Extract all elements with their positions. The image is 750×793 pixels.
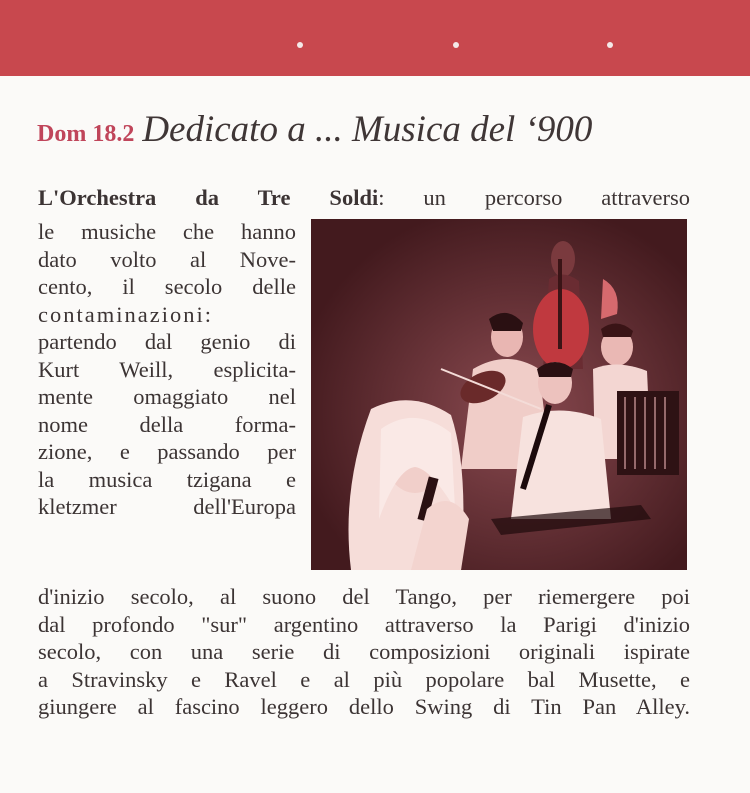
- body-line: dato volto al Nove-: [38, 246, 296, 272]
- body-line: nome della forma-: [38, 411, 296, 437]
- body-line: partendo dal genio di: [38, 329, 296, 354]
- event-title: Dedicato a ... Musica del ‘900: [142, 109, 593, 150]
- body-line: kletzmer dell'Europa: [38, 494, 296, 519]
- band-dot: [453, 42, 459, 48]
- lead-line: [38, 184, 690, 212]
- body-line: secolo, con una serie di composizioni originali ispirate: [38, 639, 690, 664]
- body-line: contaminazioni:: [38, 301, 213, 327]
- article-lead-line: [38, 184, 690, 212]
- body-line: la musica tzigana e: [38, 466, 296, 492]
- body-line: zione, e passando per: [38, 439, 296, 464]
- body-line: le musiche che hanno: [38, 219, 296, 244]
- photo-illustration: [311, 219, 687, 570]
- body-line: giungere al fascino leggero dello Swing di Tin Pan Alley.: [38, 694, 690, 719]
- body-line: a Stravinsky e Ravel e al più popolare bal Musette, e: [38, 666, 690, 692]
- body-line: cento, il secolo delle: [38, 274, 296, 299]
- article-wrapped-column: [38, 218, 296, 521]
- article-full-width: [38, 583, 690, 721]
- body-line: d'inizio secolo, al suono del Tango, per riemergere poi: [38, 584, 690, 609]
- orchestra-photo: [311, 219, 687, 570]
- body-line: dal profondo "sur" argentino attraverso la Parigi d'inizio: [38, 611, 690, 637]
- body-line: Kurt Weill, esplicita-: [38, 356, 296, 382]
- orchestra-name: L'Orchestra da Tre Soldi: [38, 185, 379, 210]
- body-line: mente omaggiato nel: [38, 384, 296, 409]
- band-dot: [607, 42, 613, 48]
- event-headline: [37, 108, 592, 151]
- band-dot: [297, 42, 303, 48]
- header-band: [0, 0, 750, 76]
- lead-rest: : un percorso attraverso: [378, 185, 690, 210]
- event-date: Dom 18.2: [37, 121, 135, 147]
